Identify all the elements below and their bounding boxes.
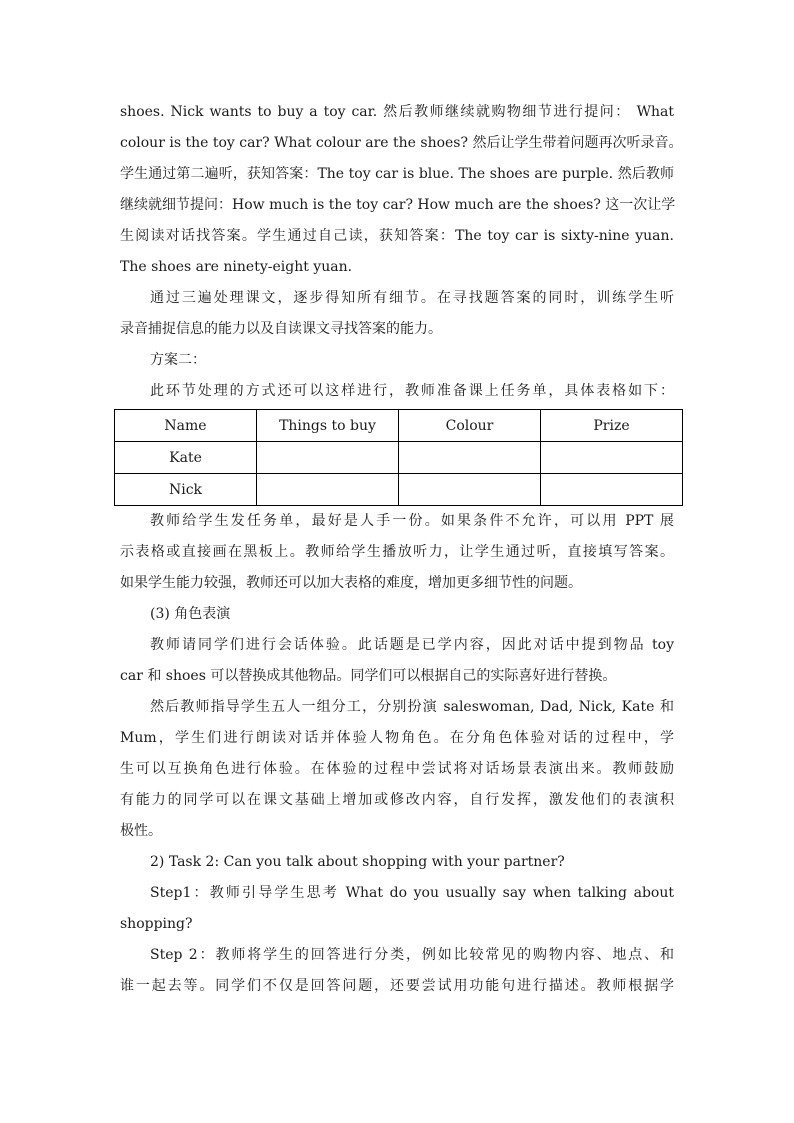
table-cell [399, 442, 541, 474]
table-cell [541, 474, 683, 506]
paragraph-line: The shoes are ninety-eight yuan. [120, 259, 353, 275]
paragraph-line: car 和 shoes 可以替换成其他物品。同学们可以根据自己的实际喜好进行替换。 [120, 668, 617, 684]
table-cell [257, 442, 399, 474]
paragraph-line: 通过三遍处理课文，逐步得知所有细节。在寻找题答案的同时，训练学生听 [150, 290, 674, 306]
paragraph-line: 教师请同学们进行会话体验。此话题是已学内容，因此对话中提到物品 toy [150, 637, 674, 653]
paragraph-line: 此环节处理的方式还可以这样进行，教师准备课上任务单，具体表格如下： [150, 383, 674, 399]
section-heading: (3) 角色表演 [150, 606, 231, 622]
table-cell [257, 474, 399, 506]
task-table [114, 409, 683, 506]
table-header-cell: Things to buy [257, 410, 399, 442]
paragraph-line: Mum，学生们进行朗读对话并体验人物角色。在分角色体验对话的过程中，学 [120, 730, 674, 746]
table-header-row [115, 410, 683, 442]
paragraph-line: 谁一起去等。同学们不仅是回答问题，还要尝试用功能句进行描述。教师根据学 [120, 978, 674, 994]
paragraph-line: colour is the toy car? What colour are the shoes? 然后让学生带着问题再次听录音。 [120, 135, 683, 151]
table-cell: Kate [115, 442, 257, 474]
paragraph-line: 极性。 [120, 823, 162, 839]
paragraph-line: 然后教师指导学生五人一组分工，分别扮演 saleswoman, Dad, Nick, Kate 和 [150, 699, 674, 715]
table-header-cell: Colour [399, 410, 541, 442]
paragraph-line: shopping? [120, 916, 193, 932]
table-cell: Nick [115, 474, 257, 506]
paragraph-line: Step1：教师引导学生思考 What do you usually say when talking about [150, 885, 674, 901]
paragraph-line: 生阅读对话找答案。学生通过自己读，获知答案：The toy car is sixty-nine yuan. [120, 228, 674, 244]
paragraph-line: 教师给学生发任务单，最好是人手一份。如果条件不允许，可以用 PPT 展 [150, 513, 674, 529]
paragraph-line: Step 2：教师将学生的回答进行分类，例如比较常见的购物内容、地点、和 [150, 947, 674, 963]
table-cell [399, 474, 541, 506]
paragraph-line: 学生通过第二遍听，获知答案：The toy car is blue. The shoes are purple. 然后教师 [120, 166, 674, 182]
task-heading: 2) Task 2: Can you talk about shopping with your partner? [150, 854, 565, 870]
paragraph-line: shoes. Nick wants to buy a toy car. 然后教师继续就购物细节进行提问： What [120, 104, 674, 120]
paragraph-line: 如果学生能力较强，教师还可以加大表格的难度，增加更多细节性的问题。 [120, 575, 582, 591]
paragraph-line: 有能力的同学可以在课文基础上增加或修改内容，自行发挥，激发他们的表演积 [120, 792, 674, 808]
plan-label: 方案二： [150, 352, 206, 368]
paragraph-line: 生可以互换角色进行体验。在体验的过程中尝试将对话场景表演出来。教师鼓励 [120, 761, 674, 777]
table-row [115, 474, 683, 506]
table-header-cell: Name [115, 410, 257, 442]
table-cell [541, 442, 683, 474]
table-header-cell: Prize [541, 410, 683, 442]
paragraph-line: 示表格或直接画在黑板上。教师给学生播放听力，让学生通过听，直接填写答案。 [120, 544, 674, 560]
paragraph-line: 录音捕捉信息的能力以及自读课文寻找答案的能力。 [120, 321, 442, 337]
table-row [115, 442, 683, 474]
paragraph-line: 继续就细节提问：How much is the toy car? How much are the shoes? 这一次让学 [120, 197, 676, 213]
